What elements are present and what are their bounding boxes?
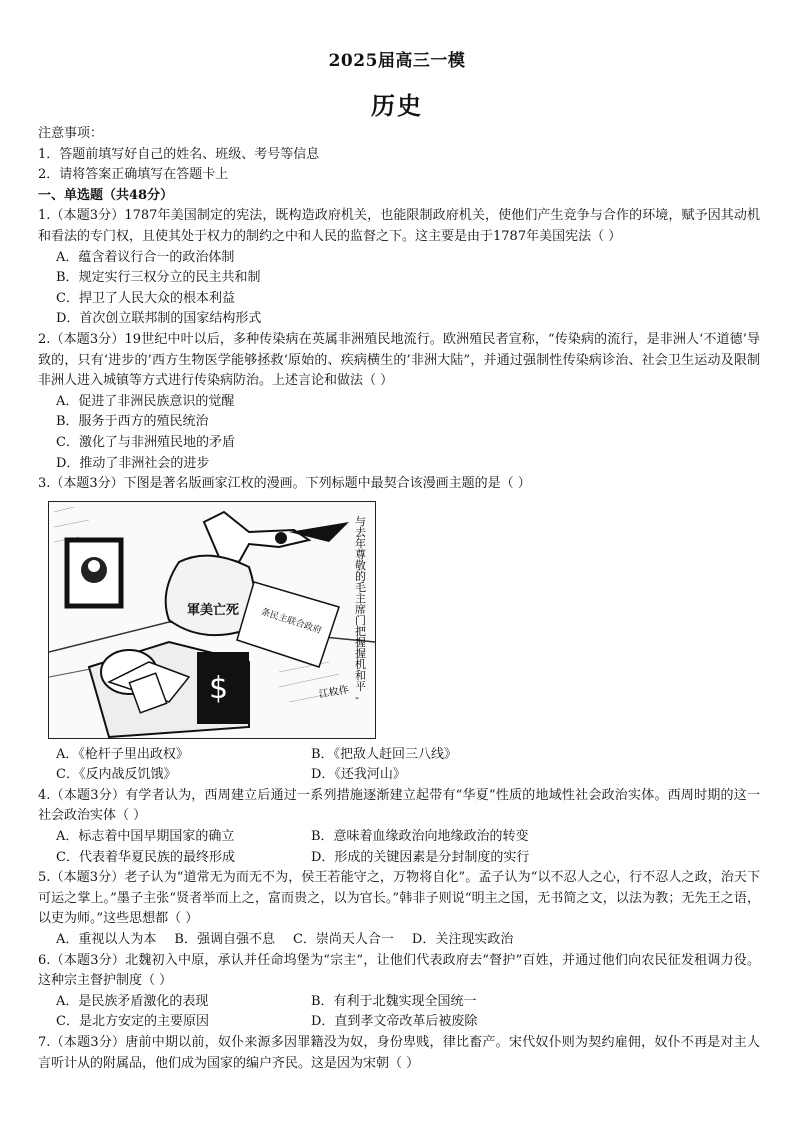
option-a: A．重视以人为本 (56, 932, 157, 948)
exam-title: 2025届高三一模 (328, 51, 466, 71)
option-row (38, 827, 760, 848)
notice-heading: 注意事项： (38, 126, 104, 141)
question-stem: 3.（本题3分）下图是著名版画家江枚的漫画。下列标题中最契合该漫画主题的是（ ） (38, 476, 531, 492)
option-c: C．崇尚天人合一 (292, 932, 394, 948)
option-d: D．推动了非洲社会的进步 (56, 455, 210, 471)
option-row (38, 1012, 760, 1033)
option-d: D．形成的关键因素是分封制度的实行 (311, 849, 530, 865)
option-row (38, 992, 760, 1013)
option-b: B．强调自强不息 (174, 932, 275, 948)
notice-item: 1．答题前填写好自己的姓名、班级、考号等信息 (38, 146, 320, 162)
bag-label: 軍美亡死 (187, 602, 240, 618)
notice-item: 2．请将答案正确填写在答题卡上 (38, 167, 229, 183)
paper-label: 条民主联合政府 (259, 606, 323, 636)
option-b: B．有利于北魏实现全国统一 (311, 993, 477, 1009)
option-b: B．《把敌人赶回三八线》 (311, 746, 458, 762)
question-stem: 4.（本题3分）有学者认为，西周建立后通过一系列措施逐渐建立起带有“华夏”性质的地域性社会政治实体。西周时期的这一社会政治实体（ ） (38, 787, 760, 824)
subject-title: 历史 (371, 91, 423, 120)
option-c: C．代表着华夏民族的最终形成 (56, 849, 235, 865)
option-a: A．促进了非洲民族意识的觉醒 (56, 393, 235, 409)
option-a: A．标志着中国早期国家的确立 (56, 829, 235, 845)
option-c: C．激化了与非洲殖民地的矛盾 (56, 434, 235, 450)
option-d: D．《还我河山》 (311, 767, 406, 783)
option-a: A．是民族矛盾激化的表现 (56, 993, 209, 1009)
option-a: A．《枪杆子里出政权》 (56, 746, 189, 762)
section-heading: 一、单选题（共48分） (38, 187, 174, 203)
option-a: A．蕴含着议行合一的政治体制 (56, 249, 235, 265)
question-stem: 1.（本题3分）1787年美国制定的宪法，既构造政府机关，也能限制政府机关，使他们产生竞争与合作的环境，赋予因其动机和看法的专门权，且使其处于权力的制约之中和人民的监督之下。这主要是由于1787年美国宪法（ ） (38, 208, 760, 244)
cartoon-signature: 江枚作 (318, 684, 350, 701)
cartoon-side-text: 与去年尊敬的毛主席门把握握机和平- (355, 514, 366, 704)
stork-figure (204, 512, 309, 562)
option-row (38, 765, 760, 786)
question-stem: 2.（本题3分）19世纪中叶以后，多种传染病在英属非洲殖民地流行。欧洲殖民者宣称，“传染病的流行，是非洲人‘不道德’导致的，只有‘进步的’西方生物医学能够拯救‘原始的、疾病横生的’非洲大陆”，并通过强制性传染病诊治、社会卫生运动及限制非洲人进入城镇等方式进行传染病防治。上述言论和做法（ ） (38, 331, 760, 389)
option-d: D．直到孝文帝改革后被废除 (311, 1014, 478, 1030)
option-row (38, 848, 760, 869)
svg-text:$: $ (209, 670, 229, 706)
exam-content (38, 124, 760, 1074)
option-b: B．意味着血缘政治向地缘政治的转变 (311, 829, 529, 845)
question-stem: 5.（本题3分）老子认为“道常无为而无不为，侯王若能守之，万物将自化”。孟子认为“以不忍人之心，行不忍人之政，治天下可运之掌上。”墨子主张“贤者举而上之，富而贵之，以为官长。”韩非子则说“明主之国，无书简之文，以法为教；无先王之语，以吏为师。”这些思想都（ ） (38, 870, 760, 927)
option-row (38, 930, 760, 951)
option-d: D．关注现实政治 (411, 932, 514, 948)
cartoon-image (48, 501, 376, 739)
question-stem: 6.（本题3分）北魏初入中原，承认并任命坞堡为“宗主”，让他们代表政府去“督护”百姓，并通过他们向农民征发租调力役。这种宗主督护制度（ ） (38, 952, 760, 989)
option-c: C．捍卫了人民大众的根本利益 (56, 290, 235, 306)
option-row (38, 745, 760, 766)
option-c: C．《反内战反饥饿》 (56, 767, 177, 783)
question-stem: 7.（本题3分）唐前中期以前，奴仆来源多因罪籍没为奴，身份卑贱，律比畜产。宋代奴仆则为契约雇佣，奴仆不再是对主人言听计从的附属品，他们成为国家的编户齐民。这是因为宋朝（ ） (38, 1035, 760, 1071)
option-b: B．服务于西方的殖民统治 (56, 414, 209, 430)
option-c: C．是北方安定的主要原因 (56, 1014, 209, 1030)
option-b: B．规定实行三权分立的民主共和制 (56, 270, 261, 286)
option-d: D．首次创立联邦制的国家结构形式 (56, 311, 262, 327)
